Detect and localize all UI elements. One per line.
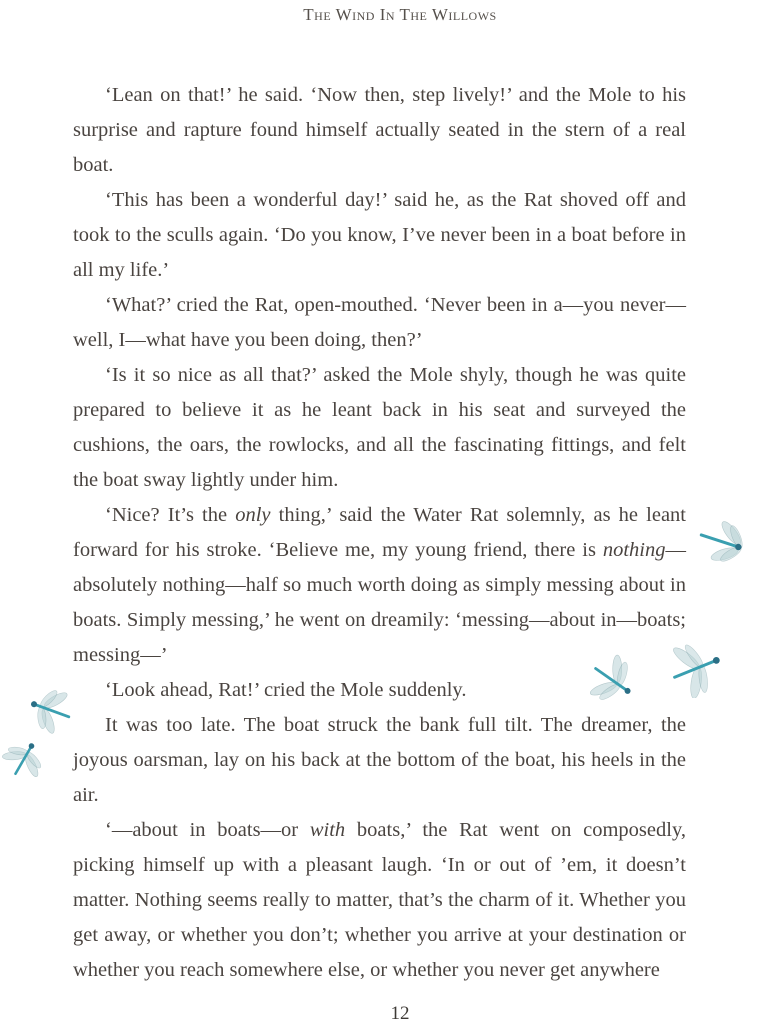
- body-text: [73, 78, 686, 988]
- page-number: 12: [390, 1003, 410, 1024]
- dragonfly-icon: [0, 736, 48, 782]
- paragraph: [73, 498, 686, 673]
- text-run: It was too late. The boat struck the bank full tilt. The dreamer, the joyous oarsman, lay on his back at the bottom of the boat, his heels in the air.: [73, 714, 686, 806]
- text-run: thing,’ said the Water Rat solemnly, as he leant forward for his stroke. ‘Believe me, my young friend, there is: [73, 504, 686, 561]
- text-run: boats,’ the Rat went on composedly, picking himself up with a pleasant laugh. ‘In or out of ’em, it doesn’t matter. Nothing seems really to matter, that’s the charm of it. Whether you get away, or whether you don’t; whether you arrive at your destination or whether you reach somewhere else, or whether you never get anywhere: [73, 819, 686, 981]
- italic-text: only: [235, 504, 271, 526]
- paragraph: [73, 78, 686, 183]
- paragraph: [73, 813, 686, 988]
- dragonfly-icon: [694, 518, 758, 568]
- italic-text: nothing: [602, 539, 666, 561]
- dragonfly-icon: [20, 684, 80, 736]
- text-run: ‘Is it so nice as all that?’ asked the Mole shyly, though he was quite prepared to believe it as he leant back in his seat and surveyed the cushions, the oars, the rowlocks, and all the fascinating fittings, and felt the boat sway lightly under him.: [73, 364, 686, 491]
- text-run: —absolutely nothing—half so much worth doing as simply messing about in boats. Simply messing,’ he went on dreamily: ‘messing—about in—boats; messing—’: [73, 539, 686, 666]
- paragraph: [73, 288, 686, 358]
- text-run: ‘This has been a wonderful day!’ said he, as the Rat shoved off and took to the sculls again. ‘Do you know, I’ve never been in a boat before in all my life.’: [73, 189, 686, 281]
- text-run: ‘—about in boats—or: [105, 819, 310, 841]
- text-run: ‘Lean on that!’ he said. ‘Now then, step lively!’ and the Mole to his surprise and rapture found himself actually seated in the stern of a real boat.: [73, 84, 686, 176]
- text-run: ‘Look ahead, Rat!’ cried the Mole suddenly.: [105, 679, 467, 701]
- dragonfly-icon: [584, 650, 640, 710]
- paragraph: [73, 183, 686, 288]
- text-run: ‘Nice? It’s the: [105, 504, 236, 526]
- running-head-title: The Wind In The Willows: [303, 5, 497, 24]
- italic-text: with: [309, 819, 346, 841]
- paragraph: [73, 358, 686, 498]
- paragraph: [73, 708, 686, 813]
- dragonfly-icon: [660, 640, 730, 698]
- text-run: ‘What?’ cried the Rat, open-mouthed. ‘Never been in a—you never—well, I—what have you been doing, then?’: [73, 294, 686, 351]
